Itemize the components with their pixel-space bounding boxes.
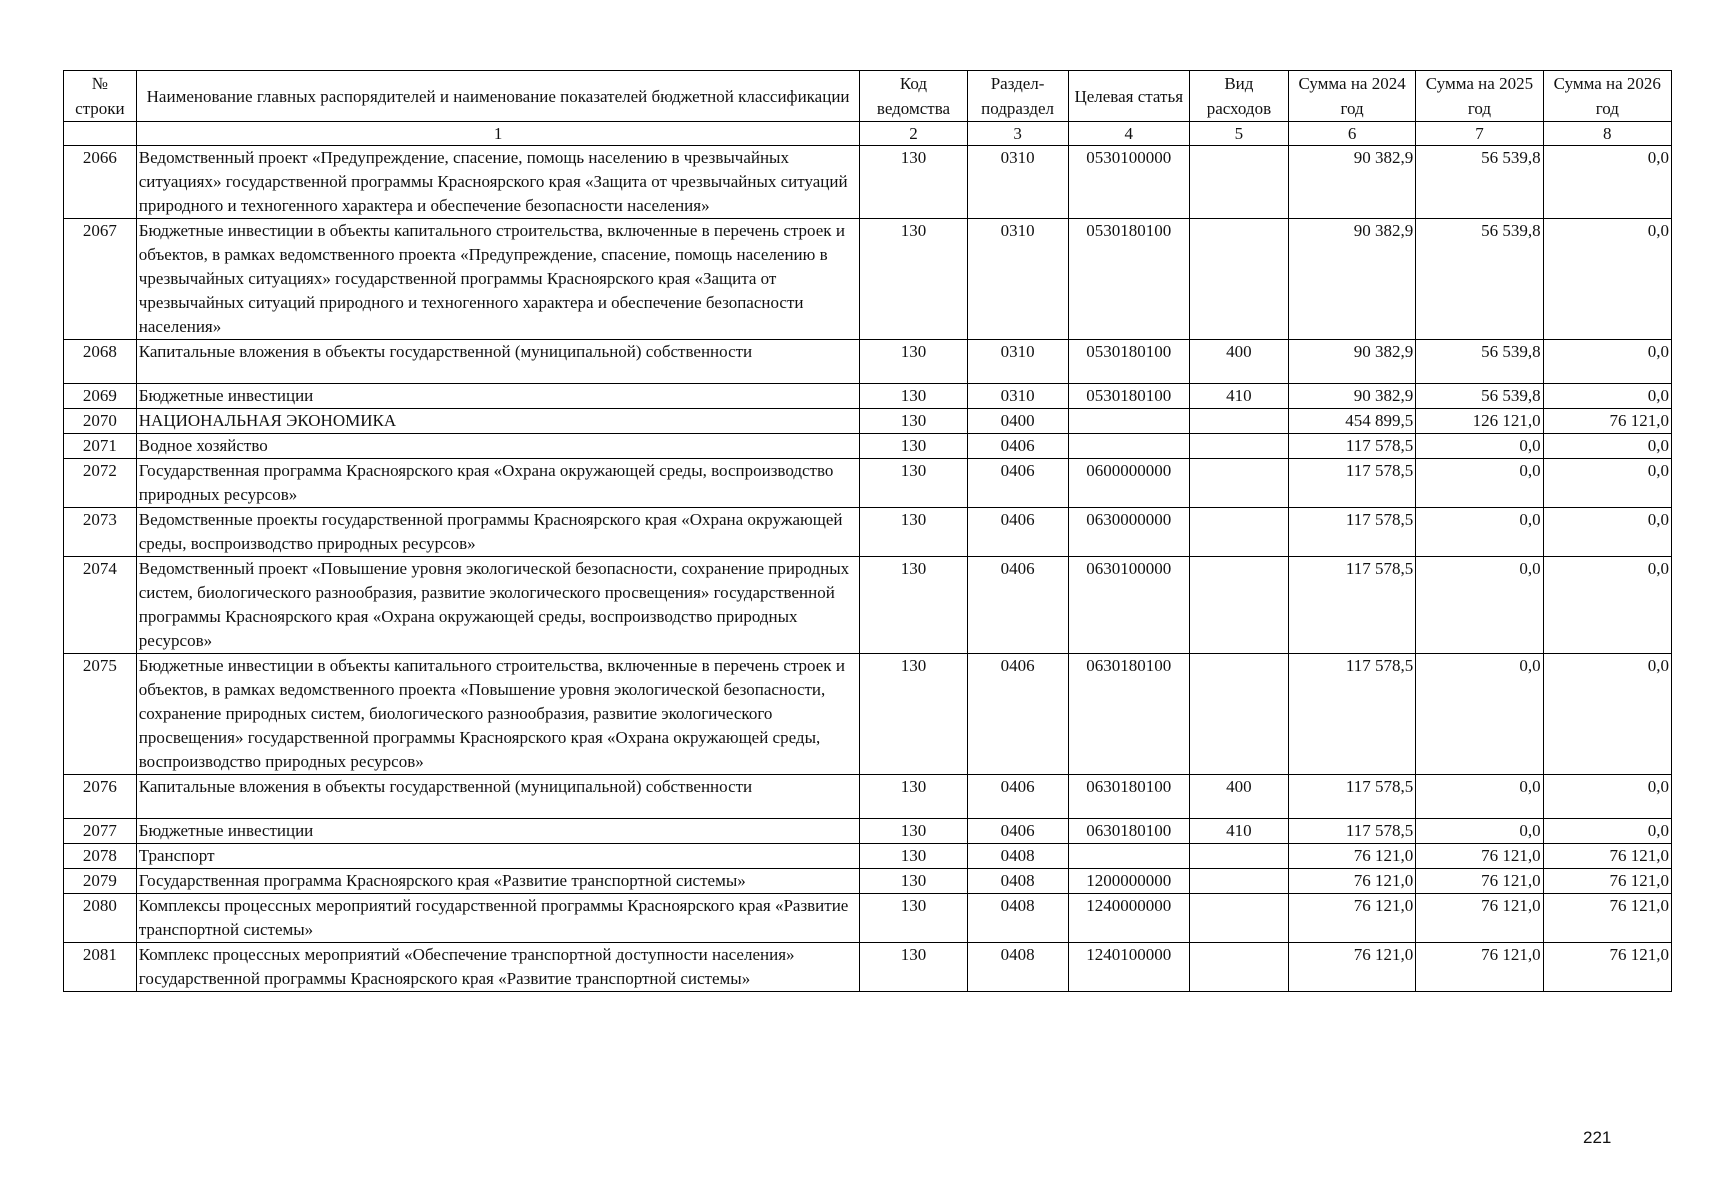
row-name: Ведомственный проект «Повышение уровня экологической безопасности, сохранение природных систем, биологического разнообразия, развитие экологического просвещения» государственной программы Красноярского края «Охрана окружающей среды, воспроизводство природных ресурсов» [136, 557, 860, 654]
row-section: 0406 [967, 557, 1068, 654]
row-expense-type [1189, 459, 1288, 508]
row-target-article: 0530180100 [1068, 340, 1189, 384]
table-row [64, 384, 1672, 409]
row-sum-2025: 126 121,0 [1416, 409, 1543, 434]
column-number: 2 [860, 122, 967, 146]
row-section: 0310 [967, 146, 1068, 219]
row-sum-2024: 76 121,0 [1288, 869, 1415, 894]
row-number: 2076 [64, 775, 137, 819]
row-department-code: 130 [860, 508, 967, 557]
column-number: 1 [136, 122, 860, 146]
row-name: Бюджетные инвестиции [136, 384, 860, 409]
row-department-code: 130 [860, 340, 967, 384]
row-sum-2026: 76 121,0 [1543, 894, 1671, 943]
row-number: 2081 [64, 943, 137, 992]
row-name: Комплексы процессных мероприятий государственной программы Красноярского края «Развитие транспортной системы» [136, 894, 860, 943]
row-sum-2025: 0,0 [1416, 459, 1543, 508]
row-expense-type [1189, 557, 1288, 654]
row-expense-type [1189, 869, 1288, 894]
row-sum-2026: 76 121,0 [1543, 943, 1671, 992]
row-section: 0408 [967, 869, 1068, 894]
row-sum-2024: 90 382,9 [1288, 340, 1415, 384]
row-sum-2025: 76 121,0 [1416, 894, 1543, 943]
row-target-article: 0630180100 [1068, 819, 1189, 844]
column-number: 8 [1543, 122, 1671, 146]
row-sum-2026: 0,0 [1543, 146, 1671, 219]
row-department-code: 130 [860, 894, 967, 943]
table-row [64, 340, 1672, 384]
row-name: Капитальные вложения в объекты государственной (муниципальной) собственности [136, 340, 860, 384]
row-sum-2024: 117 578,5 [1288, 434, 1415, 459]
row-sum-2025: 76 121,0 [1416, 943, 1543, 992]
row-sum-2025: 76 121,0 [1416, 869, 1543, 894]
row-target-article: 0530180100 [1068, 219, 1189, 340]
row-expense-type [1189, 894, 1288, 943]
row-sum-2026: 0,0 [1543, 819, 1671, 844]
column-number: 3 [967, 122, 1068, 146]
row-sum-2026: 0,0 [1543, 654, 1671, 775]
row-sum-2024: 76 121,0 [1288, 894, 1415, 943]
row-number: 2075 [64, 654, 137, 775]
row-name: Государственная программа Красноярского края «Охрана окружающей среды, воспроизводство природных ресурсов» [136, 459, 860, 508]
table-body [64, 146, 1672, 992]
table-row [64, 654, 1672, 775]
row-section: 0406 [967, 459, 1068, 508]
row-sum-2025: 0,0 [1416, 775, 1543, 819]
row-sum-2026: 0,0 [1543, 557, 1671, 654]
row-target-article: 1240000000 [1068, 894, 1189, 943]
row-expense-type [1189, 409, 1288, 434]
row-sum-2024: 117 578,5 [1288, 508, 1415, 557]
row-target-article: 0530180100 [1068, 384, 1189, 409]
header-row [64, 71, 1672, 122]
table-row [64, 844, 1672, 869]
row-expense-type [1189, 654, 1288, 775]
row-expense-type [1189, 434, 1288, 459]
row-department-code: 130 [860, 775, 967, 819]
budget-table [63, 70, 1672, 992]
row-name: Комплекс процессных мероприятий «Обеспечение транспортной доступности населения» государственной программы Красноярского края «Развитие транспортной системы» [136, 943, 860, 992]
row-sum-2024: 117 578,5 [1288, 819, 1415, 844]
row-department-code: 130 [860, 459, 967, 508]
row-expense-type [1189, 508, 1288, 557]
row-department-code: 130 [860, 557, 967, 654]
row-target-article [1068, 409, 1189, 434]
row-sum-2026: 0,0 [1543, 340, 1671, 384]
row-name: Капитальные вложения в объекты государственной (муниципальной) собственности [136, 775, 860, 819]
row-section: 0408 [967, 844, 1068, 869]
row-sum-2026: 0,0 [1543, 775, 1671, 819]
row-sum-2025: 0,0 [1416, 819, 1543, 844]
table-row [64, 434, 1672, 459]
row-number: 2068 [64, 340, 137, 384]
row-number: 2066 [64, 146, 137, 219]
row-expense-type: 400 [1189, 340, 1288, 384]
table-row [64, 557, 1672, 654]
row-expense-type [1189, 219, 1288, 340]
row-number: 2071 [64, 434, 137, 459]
row-sum-2024: 117 578,5 [1288, 775, 1415, 819]
row-department-code: 130 [860, 654, 967, 775]
row-sum-2026: 0,0 [1543, 434, 1671, 459]
row-target-article: 0630100000 [1068, 557, 1189, 654]
row-number: 2077 [64, 819, 137, 844]
page-number: 221 [1583, 1128, 1612, 1147]
row-sum-2024: 117 578,5 [1288, 459, 1415, 508]
row-target-article [1068, 844, 1189, 869]
row-number: 2078 [64, 844, 137, 869]
table-row [64, 409, 1672, 434]
row-name: Бюджетные инвестиции в объекты капитального строительства, включенные в перечень строек и объектов, в рамках ведомственного проекта «Предупреждение, спасение, помощь населению в чрезвычайных ситуациях» государственной программы Красноярского края «Защита от чрезвычайных ситуаций природного и техногенного характера и обеспечение безопасности населения» [136, 219, 860, 340]
header-target-article: Целевая статья [1068, 71, 1189, 122]
table-row [64, 775, 1672, 819]
row-target-article: 0630180100 [1068, 775, 1189, 819]
row-target-article: 0600000000 [1068, 459, 1189, 508]
row-department-code: 130 [860, 434, 967, 459]
header-expense-type: Вид расходов [1189, 71, 1288, 122]
row-name: Водное хозяйство [136, 434, 860, 459]
row-name: Бюджетные инвестиции в объекты капитального строительства, включенные в перечень строек и объектов, в рамках ведомственного проекта «Повышение уровня экологической безопасности, сохранение природных систем, биологического разнообразия, развитие экологического просвещения» государственной программы Красноярского края «Охрана окружающей среды, воспроизводство природных ресурсов» [136, 654, 860, 775]
table-row [64, 146, 1672, 219]
row-department-code: 130 [860, 943, 967, 992]
row-section: 0406 [967, 434, 1068, 459]
row-name: Транспорт [136, 844, 860, 869]
row-sum-2026: 0,0 [1543, 384, 1671, 409]
header-sum-2024: Сумма на 2024 год [1288, 71, 1415, 122]
row-sum-2025: 76 121,0 [1416, 844, 1543, 869]
header-sum-2026: Сумма на 2026 год [1543, 71, 1671, 122]
row-sum-2025: 56 539,8 [1416, 384, 1543, 409]
row-section: 0310 [967, 384, 1068, 409]
row-sum-2024: 454 899,5 [1288, 409, 1415, 434]
row-section: 0406 [967, 654, 1068, 775]
row-sum-2026: 76 121,0 [1543, 409, 1671, 434]
row-sum-2025: 56 539,8 [1416, 146, 1543, 219]
row-sum-2026: 0,0 [1543, 459, 1671, 508]
row-expense-type: 410 [1189, 384, 1288, 409]
row-sum-2024: 117 578,5 [1288, 654, 1415, 775]
row-department-code: 130 [860, 844, 967, 869]
column-number: 4 [1068, 122, 1189, 146]
row-department-code: 130 [860, 146, 967, 219]
row-sum-2026: 0,0 [1543, 219, 1671, 340]
row-section: 0408 [967, 943, 1068, 992]
row-number: 2080 [64, 894, 137, 943]
row-section: 0408 [967, 894, 1068, 943]
row-number: 2072 [64, 459, 137, 508]
row-sum-2025: 56 539,8 [1416, 219, 1543, 340]
row-sum-2025: 0,0 [1416, 654, 1543, 775]
row-department-code: 130 [860, 384, 967, 409]
row-target-article: 1240100000 [1068, 943, 1189, 992]
table-row [64, 894, 1672, 943]
header-section: Раздел-подраздел [967, 71, 1068, 122]
row-sum-2024: 90 382,9 [1288, 146, 1415, 219]
header-sum-2025: Сумма на 2025 год [1416, 71, 1543, 122]
row-department-code: 130 [860, 219, 967, 340]
column-number: 7 [1416, 122, 1543, 146]
row-sum-2024: 90 382,9 [1288, 219, 1415, 340]
row-section: 0310 [967, 340, 1068, 384]
column-number-row [64, 122, 1672, 146]
row-name: Государственная программа Красноярского края «Развитие транспортной системы» [136, 869, 860, 894]
row-sum-2024: 117 578,5 [1288, 557, 1415, 654]
row-target-article: 0530100000 [1068, 146, 1189, 219]
row-sum-2025: 0,0 [1416, 434, 1543, 459]
table-row [64, 219, 1672, 340]
row-name: Ведомственные проекты государственной программы Красноярского края «Охрана окружающей среды, воспроизводство природных ресурсов» [136, 508, 860, 557]
row-sum-2024: 76 121,0 [1288, 943, 1415, 992]
row-name: Бюджетные инвестиции [136, 819, 860, 844]
table-row [64, 869, 1672, 894]
row-section: 0406 [967, 508, 1068, 557]
table-header [64, 71, 1672, 146]
row-expense-type [1189, 146, 1288, 219]
column-number: 5 [1189, 122, 1288, 146]
row-number: 2079 [64, 869, 137, 894]
table-row [64, 819, 1672, 844]
row-number: 2070 [64, 409, 137, 434]
row-target-article: 1200000000 [1068, 869, 1189, 894]
row-target-article [1068, 434, 1189, 459]
header-department-code: Код ведомства [860, 71, 967, 122]
row-name: НАЦИОНАЛЬНАЯ ЭКОНОМИКА [136, 409, 860, 434]
header-row-number: № строки [64, 71, 137, 122]
row-sum-2024: 76 121,0 [1288, 844, 1415, 869]
row-department-code: 130 [860, 409, 967, 434]
row-sum-2025: 0,0 [1416, 508, 1543, 557]
row-section: 0310 [967, 219, 1068, 340]
row-sum-2024: 90 382,9 [1288, 384, 1415, 409]
row-number: 2067 [64, 219, 137, 340]
row-department-code: 130 [860, 869, 967, 894]
row-sum-2026: 76 121,0 [1543, 844, 1671, 869]
table-row [64, 508, 1672, 557]
row-expense-type: 400 [1189, 775, 1288, 819]
row-sum-2025: 0,0 [1416, 557, 1543, 654]
row-number: 2069 [64, 384, 137, 409]
header-name: Наименование главных распорядителей и наименование показателей бюджетной классификации [136, 71, 860, 122]
row-number: 2074 [64, 557, 137, 654]
row-target-article: 0630180100 [1068, 654, 1189, 775]
row-sum-2026: 76 121,0 [1543, 869, 1671, 894]
row-section: 0400 [967, 409, 1068, 434]
column-number [64, 122, 137, 146]
table-row [64, 459, 1672, 508]
row-number: 2073 [64, 508, 137, 557]
row-section: 0406 [967, 819, 1068, 844]
row-target-article: 0630000000 [1068, 508, 1189, 557]
table-row [64, 943, 1672, 992]
row-sum-2025: 56 539,8 [1416, 340, 1543, 384]
row-expense-type [1189, 844, 1288, 869]
row-expense-type [1189, 943, 1288, 992]
column-number: 6 [1288, 122, 1415, 146]
row-department-code: 130 [860, 819, 967, 844]
row-name: Ведомственный проект «Предупреждение, спасение, помощь населению в чрезвычайных ситуациях» государственной программы Красноярского края «Защита от чрезвычайных ситуаций природного и техногенного характера и обеспечение безопасности населения» [136, 146, 860, 219]
row-sum-2026: 0,0 [1543, 508, 1671, 557]
row-section: 0406 [967, 775, 1068, 819]
row-expense-type: 410 [1189, 819, 1288, 844]
